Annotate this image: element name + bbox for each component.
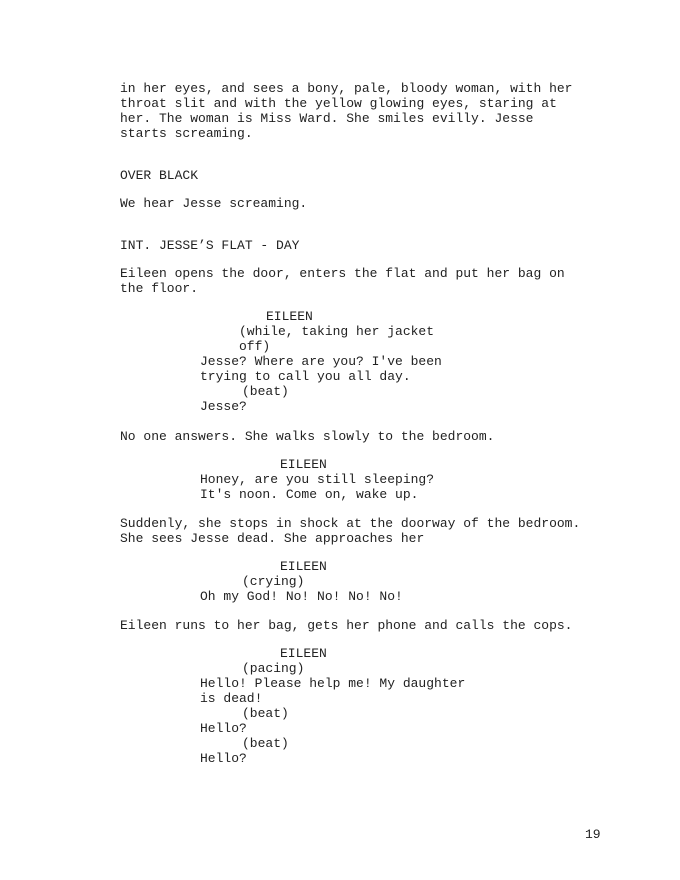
action-line: We hear Jesse screaming. <box>120 196 308 211</box>
dialogue-line: Jesse? Where are you? I've been <box>200 354 442 369</box>
character-name: EILEEN <box>266 309 313 324</box>
dialogue-line: It's noon. Come on, wake up. <box>200 487 419 502</box>
scene-heading: INT. JESSE’S FLAT - DAY <box>120 238 300 253</box>
parenthetical: (beat) <box>242 736 289 751</box>
dialogue-line: Jesse? <box>200 399 247 414</box>
dialogue-line: Hello? <box>200 721 247 736</box>
transition: OVER BLACK <box>120 168 199 183</box>
dialogue-line: is dead! <box>200 691 263 706</box>
action-line: starts screaming. <box>120 126 253 141</box>
dialogue-line: Honey, are you still sleeping? <box>200 472 435 487</box>
action-line: No one answers. She walks slowly to the bedroom. <box>120 429 495 444</box>
parenthetical: (pacing) <box>242 661 305 676</box>
page-number: 19 <box>585 827 601 842</box>
dialogue-line: trying to call you all day. <box>200 369 411 384</box>
parenthetical: (beat) <box>242 706 289 721</box>
parenthetical: (beat) <box>242 384 289 399</box>
dialogue-line: Hello! Please help me! My daughter <box>200 676 466 691</box>
parenthetical: off) <box>239 339 271 354</box>
parenthetical: (while, taking her jacket <box>239 324 435 339</box>
parenthetical: (crying) <box>242 574 305 589</box>
character-name: EILEEN <box>280 559 327 574</box>
action-line: Suddenly, she stops in shock at the doorway of the bedroom. <box>120 516 581 531</box>
action-line: Eileen opens the door, enters the flat and put her bag on <box>120 266 565 281</box>
character-name: EILEEN <box>280 646 327 661</box>
dialogue-line: Hello? <box>200 751 247 766</box>
action-line: throat slit and with the yellow glowing eyes, staring at <box>120 96 557 111</box>
action-line: She sees Jesse dead. She approaches her <box>120 531 425 546</box>
action-line: the floor. <box>120 281 199 296</box>
action-line: her. The woman is Miss Ward. She smiles evilly. Jesse <box>120 111 534 126</box>
character-name: EILEEN <box>280 457 327 472</box>
action-line: in her eyes, and sees a bony, pale, bloody woman, with her <box>120 81 573 96</box>
dialogue-line: Oh my God! No! No! No! No! <box>200 589 403 604</box>
action-line: Eileen runs to her bag, gets her phone and calls the cops. <box>120 618 573 633</box>
